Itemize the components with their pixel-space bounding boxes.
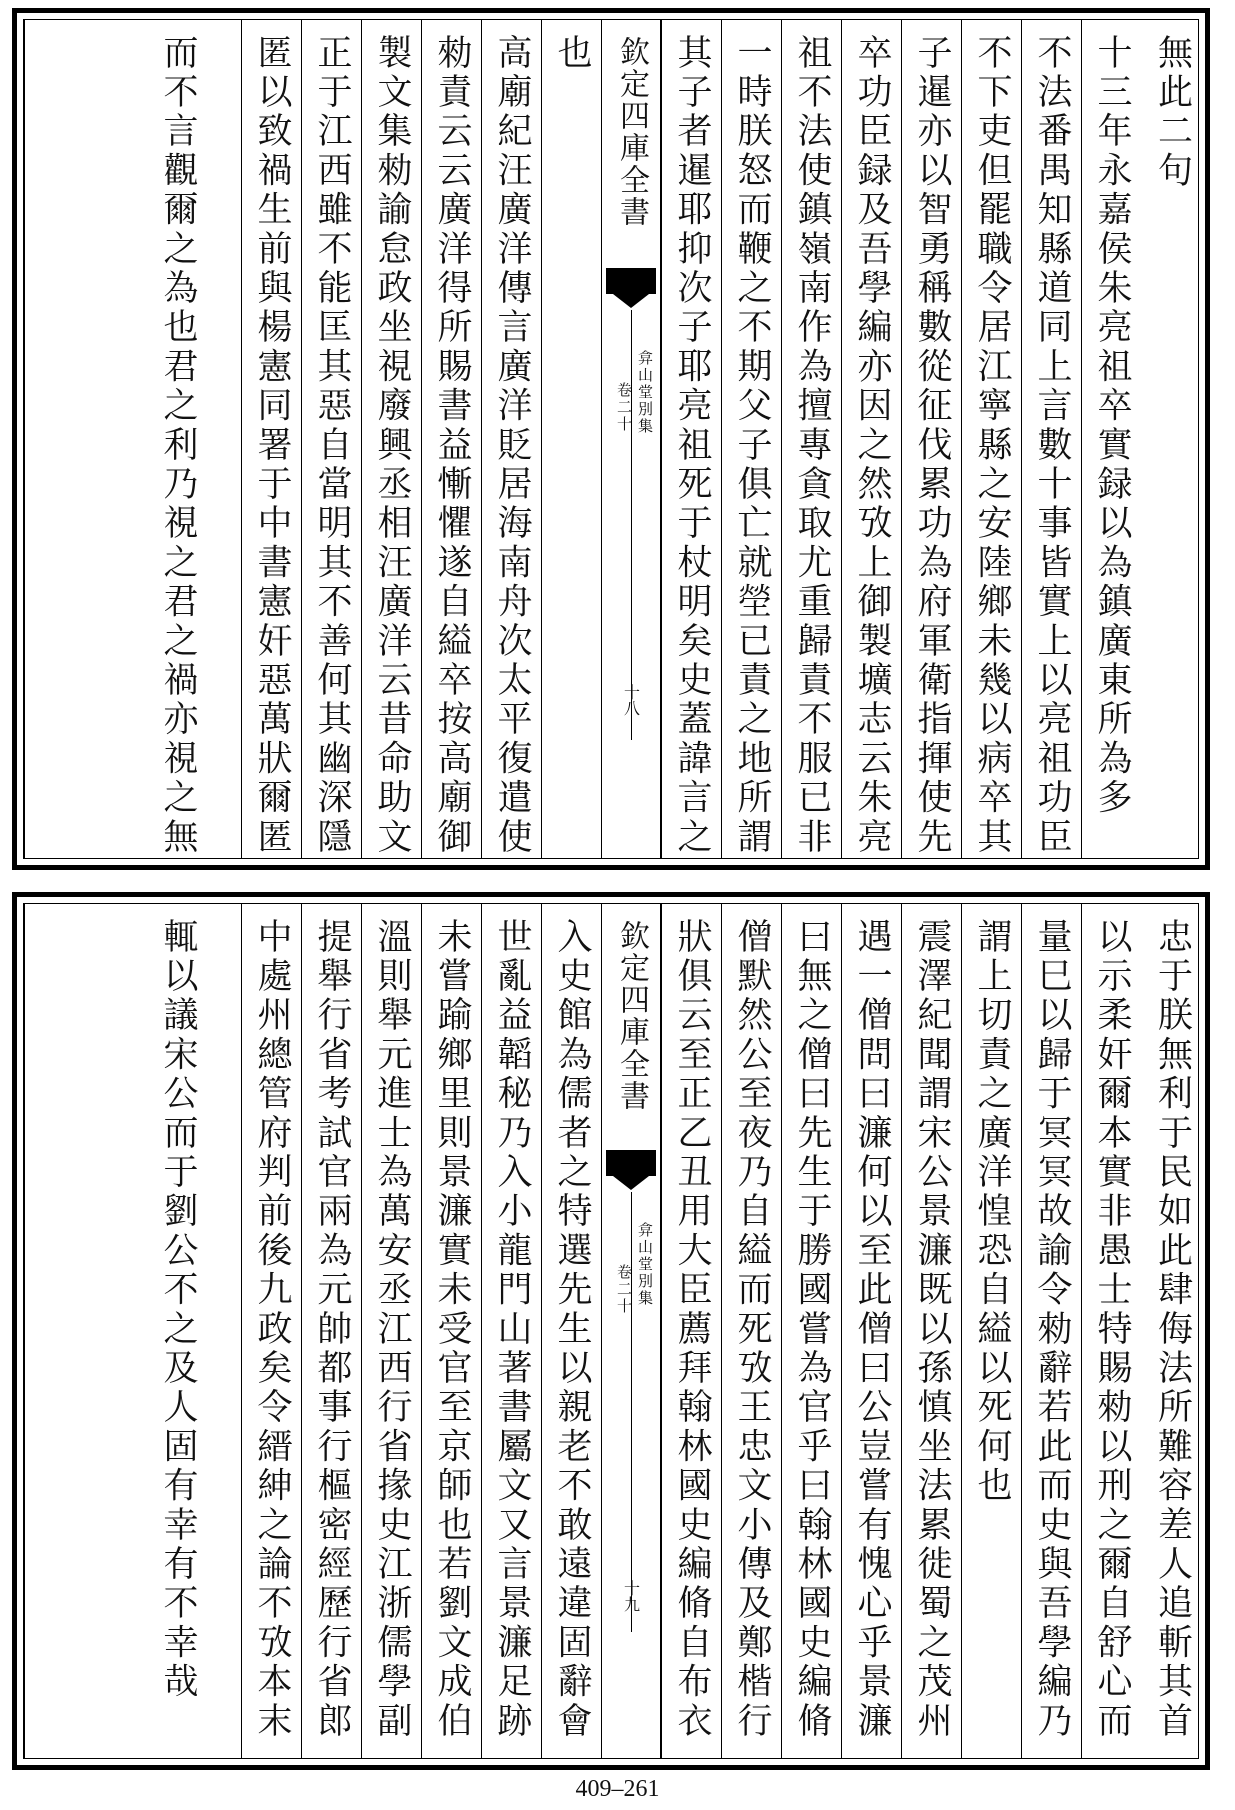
book-title: 弇山堂別集: [636, 350, 654, 435]
column-text: 也: [552, 34, 592, 74]
text-column: [541, 904, 601, 1758]
column-text: 一時朕怒而鞭之不期父子俱亡就塋已責之地所謂: [732, 34, 772, 858]
text-column: [421, 904, 481, 1758]
text-column: [721, 904, 781, 1758]
column-text: 以示柔奸爾本實非愚士特賜勑以刑之爾自舒心而: [1092, 918, 1132, 1742]
column-text: 匿以致禍生前與楊憲同署于中書憲奸惡萬狀爾匿: [252, 34, 292, 858]
text-column: [781, 904, 841, 1758]
series-title: 欽定四庫全書: [614, 36, 649, 228]
fold-line: [631, 1192, 632, 1632]
column-text: 十三年永嘉侯朱亮祖卒實録以為鎮廣東所為多: [1092, 34, 1132, 818]
fish-tail-mark: [606, 1150, 656, 1176]
column-text: 子暹亦以智勇稱數從征伐累功為府軍衛指揮使先: [912, 34, 952, 858]
column-text: 未嘗踰鄉里則景濂實未受官至京師也若劉文成伯: [432, 918, 472, 1742]
column-text: 高廟紀汪廣洋傳言廣洋貶居海南舟次太平復遣使: [492, 34, 532, 858]
column-text: 卒功臣録及吾學編亦因之然攷上御製壙志云朱亮: [852, 34, 892, 858]
column-text: 忠于朕無利于民如此肆侮法所難容差人追斬其首: [1152, 918, 1193, 1742]
text-column: [361, 20, 421, 858]
bottom-page-frame: [23, 903, 1199, 1759]
fold-line: [631, 310, 632, 740]
column-text: 不下吏但罷職令居江寧縣之安陸鄉未幾以病卒其: [972, 34, 1012, 858]
column-text: 中處州總管府判前後九政矣令縉紳之論不攷本末: [252, 918, 292, 1742]
column-text: 世亂益韜秘乃入小龍門山著書屬文又言景濂足跡: [492, 918, 532, 1742]
leaf-number: 十八: [621, 684, 641, 716]
text-column: [961, 904, 1021, 1758]
top-page-panel: [12, 8, 1210, 870]
column-text: 而不言觀爾之為也君之利乃視之君之禍亦視之無: [158, 34, 198, 858]
text-column: [481, 904, 541, 1758]
column-text: 量巳以歸于冥冥故諭令勑辭若此而史與吾學編乃: [1032, 918, 1072, 1742]
text-column: [961, 20, 1021, 858]
column-text: 狀俱云至正乙丑用大臣薦拜翰林國史編脩自布衣: [672, 918, 712, 1742]
volume-label: 卷二十: [615, 382, 633, 433]
column-text: 謂上切責之廣洋惶恐自縊以死何也: [972, 918, 1012, 1506]
column-text: 提舉行省考試官兩為元帥都事行樞密經歷行省郎: [312, 918, 352, 1742]
column-text: 遇一僧問曰濂何以至此僧曰公豈嘗有愧心乎景濂: [852, 918, 892, 1742]
column-text: 祖不法使鎮嶺南作為擅專貪取尤重歸責不服已非: [792, 34, 832, 858]
column-text: 正于江西雖不能匡其惡自當明其不善何其幽深隱: [312, 34, 352, 858]
text-column: [1141, 20, 1203, 858]
column-text: 製文集勑諭怠政坐視廢興丞相汪廣洋云昔命助文: [372, 34, 412, 858]
text-column: [241, 904, 301, 1758]
text-column: [241, 20, 301, 858]
page-number: 409–261: [575, 1776, 660, 1802]
text-column: [24, 20, 241, 858]
fold-center-column: [601, 20, 661, 858]
text-column: [24, 904, 241, 1758]
column-text: 震澤紀聞謂宋公景濂既以孫慎坐法累徙蜀之茂州: [912, 918, 952, 1742]
column-text: 入史館為儒者之特選先生以親老不敢遠違固辭會: [552, 918, 592, 1742]
text-column: [541, 20, 601, 858]
column-text: 勑責云云廣洋得所賜書益慚懼遂自縊卒按高廟御: [432, 34, 472, 858]
series-title: 欽定四庫全書: [614, 920, 649, 1112]
text-column: [1021, 20, 1081, 858]
text-column: [721, 20, 781, 858]
column-text: 僧默然公至夜乃自縊而死攷王忠文小傳及鄭楷行: [732, 918, 772, 1742]
text-column: [841, 904, 901, 1758]
book-title: 弇山堂別集: [636, 1222, 654, 1307]
text-column: [1141, 904, 1203, 1758]
column-text: 輒以議宋公而于劉公不之及人固有幸有不幸哉: [158, 918, 198, 1702]
text-column: [481, 20, 541, 858]
text-column: [301, 20, 361, 858]
text-column: [781, 20, 841, 858]
text-column: [421, 20, 481, 858]
text-column: [661, 904, 721, 1758]
text-column: [661, 20, 721, 858]
column-text: 曰無之僧曰先生于勝國嘗為官乎曰翰林國史編脩: [792, 918, 832, 1742]
fold-center-column: [601, 904, 661, 1758]
bottom-page-panel: [12, 892, 1210, 1770]
text-column: [1081, 904, 1141, 1758]
column-text: 溫則舉元進士為萬安丞江西行省掾史江浙儒學副: [372, 918, 412, 1742]
column-text: 無此二句: [1152, 34, 1193, 191]
top-page-frame: [23, 19, 1199, 859]
leaf-number: 十九: [621, 1580, 641, 1612]
text-column: [841, 20, 901, 858]
text-column: [1081, 20, 1141, 858]
text-column: [361, 904, 421, 1758]
column-text: 其子者暹耶抑次子耶亮祖死于杖明矣史蓋諱言之: [672, 34, 712, 858]
fish-tail-mark: [606, 268, 656, 294]
text-column: [1021, 904, 1081, 1758]
volume-label: 卷二十: [615, 1264, 633, 1315]
text-column: [901, 904, 961, 1758]
text-column: [901, 20, 961, 858]
column-text: 不法番禺知縣道同上言數十事皆實上以亮祖功臣: [1032, 34, 1072, 858]
text-column: [301, 904, 361, 1758]
